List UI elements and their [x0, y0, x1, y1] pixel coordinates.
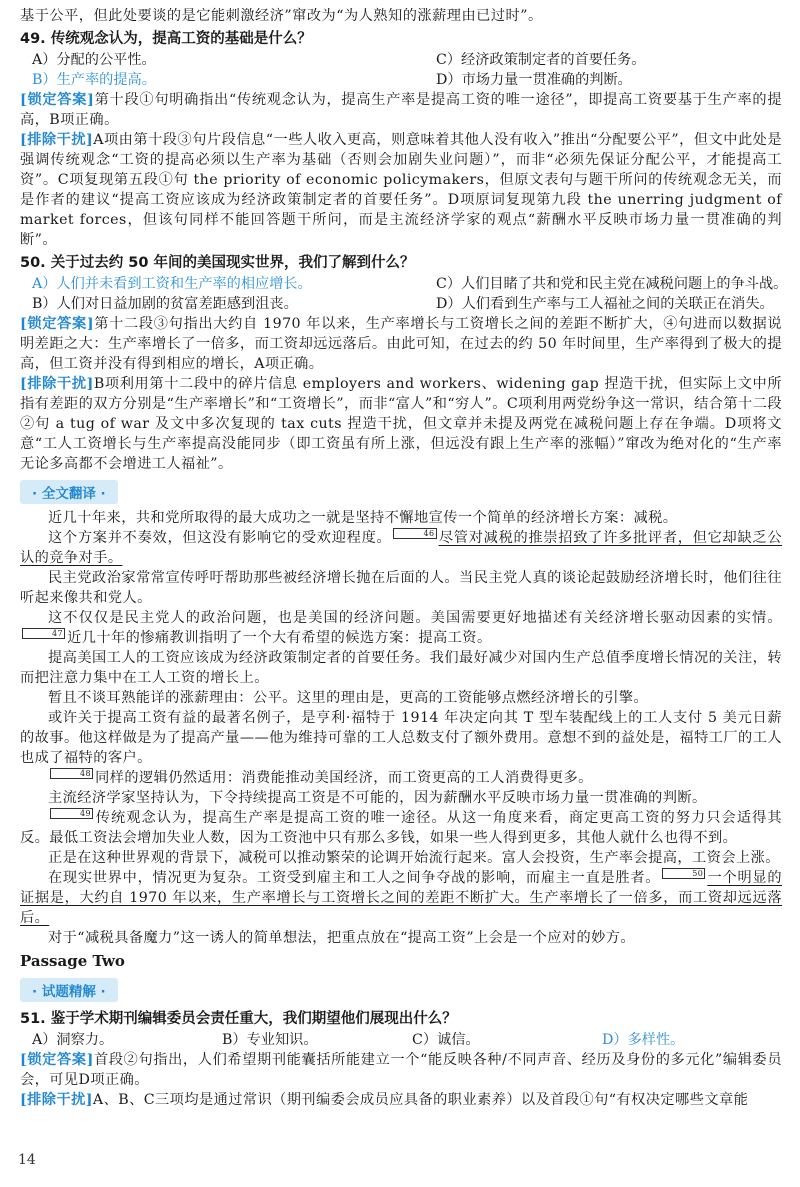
translation-paragraph: 48 同样的逻辑仍然适用：消费能推动美国经济，而工资更高的工人消费得更多。	[20, 768, 782, 788]
page-number: 14	[18, 1152, 36, 1168]
passage-heading: Passage Two	[20, 952, 125, 970]
option-b: B）专业知识。	[222, 1032, 318, 1048]
translation-body	[20, 508, 782, 948]
question-51: 51. 鉴于学术期刊编辑委员会责任重大，我们期望他们展现出什么？	[20, 1011, 457, 1027]
translation-paragraph: 在现实世界中，情况更为复杂。工资受到雇主和工人之间争夺战的影响，而雇主一直是胜者。 50 一个明显的证据是，大约自 1970 年以来，生产率增长与工资增长之间的差距不断扩大。生产率增长了一倍多，而工资却远远落后。	[20, 869, 782, 926]
question-50-options	[20, 274, 788, 314]
option-c: C）经济政策制定者的首要任务。	[436, 52, 646, 68]
exclude-text: A项由第十段③句片段信息“一些人收入更高，则意味着其他人没有收入”推出“分配要公平”，但文中此处是强调传统观念“工资的提高必须以生产率为基础（否则会加剧失业问题）”，而非“必须先保证分配公平，才能提高工资”。C项复现第五段①句 the priority of economic policymakers，但原文表句与题干所问的传统观念无关，而是作者的建议“提高工资应该成为经济政策制定者的首要任务”。D项原词复现第九段 the unerring judgment of market forces，但该句同样不能回答题干所问，而是主流经济学家的观点“薪酬水平反映市场力量一贯准确的判断”。	[20, 132, 782, 248]
answer-50	[20, 314, 782, 374]
translation-paragraph: 民主党政治家常常宣传呼吁帮助那些被经济增长抛在后面的人。当民主党人真的谈论起鼓励经济增长时，他们往往听起来像共和党人。	[20, 570, 782, 606]
question-49-options	[20, 50, 782, 90]
option-a: A）分配的公平性。	[32, 52, 156, 68]
key-sentence: 尽管对减税的推崇招致了许多批评者，但它却缺乏公认的竞争对手。	[20, 530, 782, 566]
translation-paragraph: 提高美国工人的工资应该成为经济政策制定者的首要任务。我们最好减少对国内生产总值季度增长情况的关注，转而把注意力集中在工人工资的增长上。	[20, 650, 782, 686]
question-marker: 47	[22, 628, 65, 639]
option-b: B）人们对日益加剧的贫富差距感到沮丧。	[32, 296, 298, 312]
exclude-tag: [排除干扰]	[20, 1092, 93, 1108]
question-marker: 50	[662, 868, 705, 879]
answer-51	[20, 1050, 782, 1090]
answer-tag: [锁定答案]	[20, 316, 95, 332]
question-49: 49. 传统观念认为，提高工资的基础是什么？	[20, 31, 312, 47]
question-marker: 48	[50, 768, 93, 779]
continued-line: 基于公平，但此处要谈的是它能刺激经济”窜改为“为人熟知的涨薪理由已过时”。	[20, 8, 543, 24]
translation-paragraph: 近几十年来，共和党所取得的最大成功之一就是坚持不懈地宣传一个简单的经济增长方案：减税。	[48, 510, 678, 526]
answer-text: 首段②句指出，人们希望期刊能囊括所能建立一个“能反映各种/不同声音、经历及身份的多元化”编辑委员会，可见D项正确。	[20, 1052, 782, 1088]
question-marker: 49	[50, 808, 93, 819]
answer-49	[20, 90, 782, 130]
translation-banner: · 全文翻译 ·	[20, 480, 118, 504]
exclude-51	[20, 1090, 782, 1110]
exclude-text: A、B、C三项均是通过常识（期刊编委会成员应具备的职业素养）以及首段①句“有权决定哪些文章能	[92, 1092, 749, 1108]
answer-text: 第十段①句明确指出“传统观念认为，提高生产率是提高工资的唯一途径”，即提高工资要基于生产率的提高，B项正确。	[20, 92, 782, 128]
question-marker: 46	[393, 528, 436, 539]
answer-tag: [锁定答案]	[20, 1052, 94, 1068]
translation-paragraph: 这个方案并不奏效，但这没有影响它的受欢迎程度。 46 尽管对减税的推崇招致了许多批评者，但它却缺乏公认的竞争对手。	[20, 529, 782, 566]
option-d-correct: D）多样性。	[602, 1032, 685, 1048]
option-d: D）人们看到生产率与工人福祉之间的关联正在消失。	[436, 296, 774, 312]
option-a-correct: A）人们并未看到工资和生产率的相应增长。	[32, 276, 312, 292]
translation-paragraph: 对于“减税具备魔力”这一诱人的简单想法，把重点放在“提高工资”上会是一个应对的妙方。	[48, 930, 636, 946]
translation-paragraph: 正是在这种世界观的背景下，减税可以推动繁荣的论调开始流行起来。富人会投资，生产率会提高，工资会上涨。	[48, 850, 780, 866]
translation-paragraph: 主流经济学家坚持认为，下令持续提高工资是不可能的，因为薪酬水平反映市场力量一贯准确的判断。	[48, 790, 707, 806]
translation-paragraph: 暂且不谈耳熟能详的涨薪理由：公平。这里的理由是，更高的工资能够点燃经济增长的引擎。	[48, 690, 649, 706]
option-d: D）市场力量一贯准确的判断。	[436, 72, 632, 88]
exclude-tag: [排除干扰]	[20, 132, 94, 148]
answer-text: 第十二段③句指出大约自 1970 年以来，生产率增长与工资增长之间的差距不断扩大，④句进而以数据说明差距之大：生产率增长了一倍多，而工资却远远落后。由此可知，在过去的约 50 年时间里，生产率得到了极大的提高，但工资并没有得到相应的增长，A项正确。	[20, 316, 782, 372]
key-sentence: 一个明显的证据是，大约自 1970 年以来，生产率增长与工资增长之间的差距不断扩大。生产率增长了一倍多，而工资却远远落后。	[20, 870, 782, 926]
option-b-correct: B）生产率的提高。	[32, 72, 156, 88]
analysis-banner: · 试题精解 ·	[20, 978, 118, 1002]
option-c: C）人们目睹了共和党和民主党在减税问题上的争斗战。	[436, 276, 788, 292]
exclude-tag: [排除干扰]	[20, 376, 94, 392]
question-50: 50. 关于过去约 50 年间的美国现实世界，我们了解到什么？	[20, 255, 415, 271]
question-51-options	[20, 1030, 782, 1050]
exclude-text: B项利用第十二段中的碎片信息 employers and workers、widening gap 捏造干扰，但实际上文中所指有差距的双方分别是“生产率增长”和“工资增长”，而非“富人”和“穷人”。C项利用两党纷争这一常识，结合第十二段②句 a tug of war 及文中多次复现的 tax cuts 捏造干扰，但文章并未提及两党在减税问题上存在争端。D项将文意“工人工资增长与生产率提高没能同步（即工资虽有所上涨，但远没有跟上生产率的涨幅）”窜改为绝对化的“生产率无论多高都不会增进工人福祉”。	[20, 376, 782, 472]
translation-paragraph: 或许关于提高工资有益的最著名例子，是亨利·福特于 1914 年决定向其 T 型车装配线上的工人支付 5 美元日薪的故事。他这样做是为了提高产量——他为维持可靠的工人总数支付了额外费用。意想不到的益处是，福特工厂的工人也成了福特的客户。	[20, 710, 782, 766]
exclude-49	[20, 130, 782, 250]
option-c: C）诚信。	[412, 1032, 480, 1048]
translation-paragraph: 49 传统观念认为，提高生产率是提高工资的唯一途径。从这一角度来看，商定更高工资的努力只会适得其反。最低工资法会增加失业人数，因为工资池中只有那么多钱，如果一些人得到更多，其他人就什么也得不到。	[20, 809, 782, 846]
page-content	[20, 6, 788, 1110]
answer-tag: [锁定答案]	[20, 92, 95, 108]
translation-paragraph: 这不仅仅是民主党人的政治问题，也是美国的经济问题。美国需要更好地描述有关经济增长驱动因素的实情。47 近几十年的惨痛教训指明了一个大有希望的候选方案：提高工资。	[20, 608, 782, 648]
option-a: A）洞察力。	[32, 1032, 114, 1048]
exclude-50	[20, 374, 782, 474]
